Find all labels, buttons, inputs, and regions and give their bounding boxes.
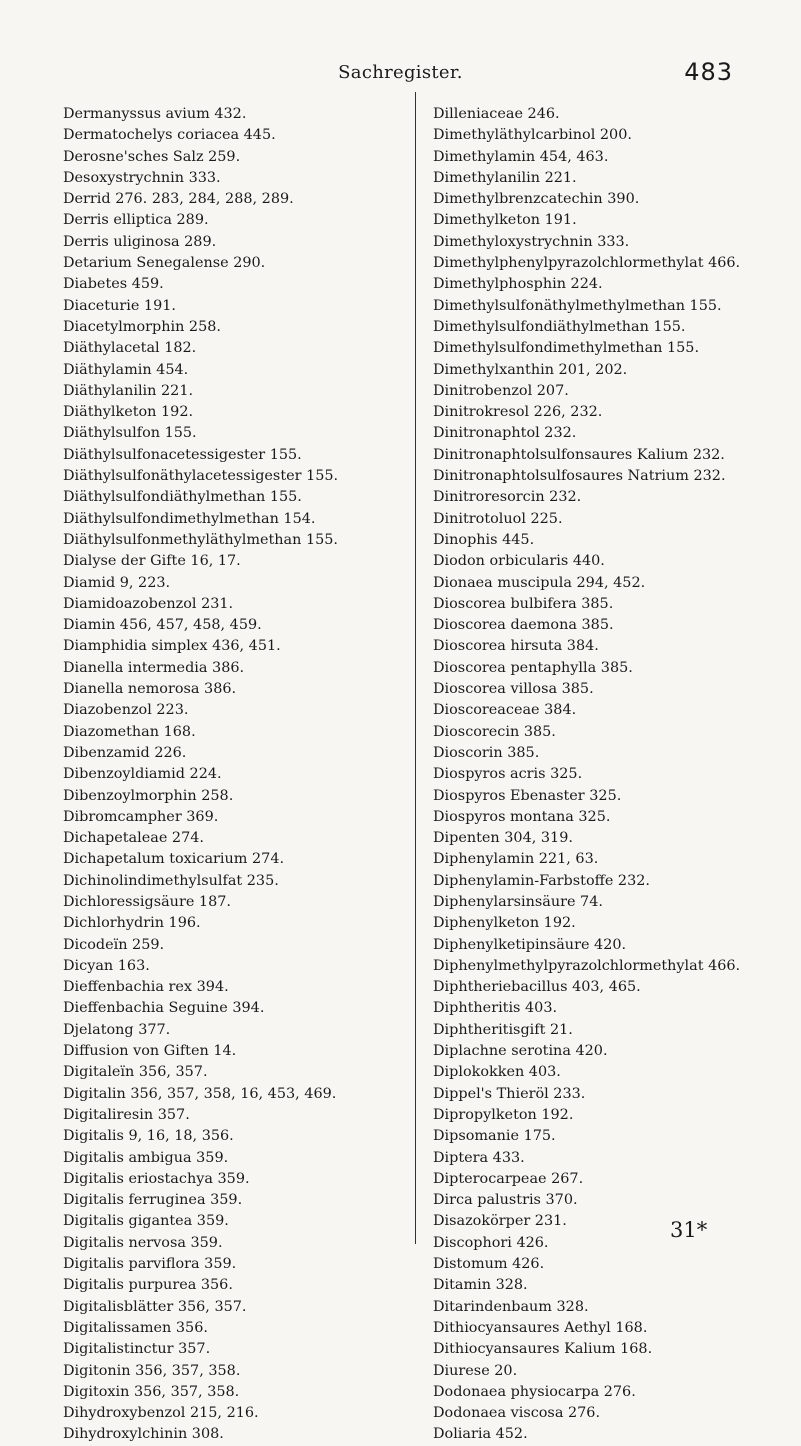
index-entry: Digitaliresin 357. (63, 1106, 190, 1123)
running-header: Sachregister. (338, 62, 463, 83)
index-entry: Dipsomanie 175. (433, 1128, 556, 1145)
index-entry: Diffusion von Giften 14. (63, 1043, 237, 1060)
index-entry: Diphenylamin-Farbstoffe 232. (433, 872, 650, 889)
index-entry: Diphenylamin 221, 63. (433, 851, 599, 868)
index-entry: Dichapetalum toxicarium 274. (63, 851, 285, 868)
index-entry: Dimethyloxystrychnin 333. (433, 233, 630, 250)
index-entry: Diäthylsulfondiäthylmethan 155. (63, 489, 302, 506)
index-entry: Diurese 20. (433, 1362, 518, 1379)
index-entry: Dimethylbrenzcatechin 390. (433, 191, 640, 208)
index-entry: Dimethylsulfondiäthylmethan 155. (433, 318, 686, 335)
index-entry: Diamidoazobenzol 231. (63, 595, 234, 612)
index-entry: Derris uliginosa 289. (63, 233, 217, 250)
index-entry: Dodonaea physiocarpa 276. (433, 1383, 636, 1400)
index-entry: Detarium Senegalense 290. (63, 255, 266, 272)
index-entry: Dipenten 304, 319. (433, 830, 573, 847)
index-entry: Digitalis ambigua 359. (63, 1149, 229, 1166)
index-entry: Digitalis nervosa 359. (63, 1234, 223, 1251)
index-entry: Dioscorea villosa 385. (433, 681, 594, 698)
index-entry: Dinitronaphtolsulfosaures Natrium 232. (433, 468, 726, 485)
index-entry: Diäthylanilin 221. (63, 382, 194, 399)
index-entry: Dithiocyansaures Aethyl 168. (433, 1319, 648, 1336)
index-entry: Diäthylsulfon 155. (63, 425, 197, 442)
index-entry: Dilleniaceae 246. (433, 106, 560, 122)
index-entry: Dithiocyansaures Kalium 168. (433, 1341, 653, 1358)
index-entry: Diphenylmethylpyrazolchlormethylat 466. (433, 957, 741, 974)
index-entry: Dieffenbachia rex 394. (63, 979, 229, 996)
index-entry: Desoxystrychnin 333. (63, 169, 221, 186)
column-divider (415, 92, 416, 1244)
index-entry: Dibromcampher 369. (63, 808, 219, 825)
index-entry: Dialyse der Gifte 16, 17. (63, 553, 241, 570)
index-entry: Digitalis 9, 16, 18, 356. (63, 1128, 234, 1145)
index-entry: Dinitronaphtol 232. (433, 425, 577, 442)
index-entry: Doliaria 452. (433, 1426, 528, 1443)
index-entry: Diäthylsulfondimethylmethan 154. (63, 510, 316, 527)
index-entry: Djelatong 377. (63, 1021, 171, 1038)
index-entry: Dioscoreaceae 384. (433, 702, 577, 719)
index-entry: Distomum 426. (433, 1256, 545, 1273)
index-entry: Diplokokken 403. (433, 1064, 561, 1081)
index-entry: Derris elliptica 289. (63, 212, 209, 229)
index-entry: Dianella nemorosa 386. (63, 681, 237, 698)
index-entry: Dinitrotoluol 225. (433, 510, 563, 527)
index-entry: Ditarindenbaum 328. (433, 1298, 589, 1315)
index-entry: Diptera 433. (433, 1149, 525, 1166)
index-entry: Dimethylanilin 221. (433, 169, 577, 186)
index-entry: Dimethylamin 454, 463. (433, 148, 609, 165)
index-entry: Dermanyssus avium 432. (63, 106, 247, 122)
index-entry: Dinitronaphtolsulfonsaures Kalium 232. (433, 446, 725, 463)
index-entry: Dinophis 445. (433, 531, 535, 548)
index-entry: Dioscorea bulbifera 385. (433, 595, 614, 612)
printer-signature: 31* (670, 1218, 708, 1242)
index-entry: Dioscorin 385. (433, 744, 540, 761)
index-entry: Dimethylsulfonäthylmethylmethan 155. (433, 297, 722, 314)
index-entry: Diodon orbicularis 440. (433, 553, 605, 570)
index-entry: Dimethylketon 191. (433, 212, 577, 229)
index-entry: Digitalis eriostachya 359. (63, 1170, 250, 1187)
index-entry: Diazobenzol 223. (63, 702, 189, 719)
index-entry: Digitalin 356, 357, 358, 16, 453, 469. (63, 1085, 337, 1102)
index-entry: Digitalis parviflora 359. (63, 1256, 237, 1273)
index-entry: Digitonin 356, 357, 358. (63, 1362, 241, 1379)
index-entry: Digitaleïn 356, 357. (63, 1064, 208, 1081)
index-entry: Diäthylacetal 182. (63, 340, 197, 357)
index-entry: Diacetylmorphin 258. (63, 318, 221, 335)
index-entry: Dinitrobenzol 207. (433, 382, 569, 399)
index-entry: Disazokörper 231. (433, 1213, 567, 1230)
index-entry: Diphtheritis 403. (433, 1000, 558, 1017)
index-entry: Dioscorea pentaphylla 385. (433, 659, 633, 676)
index-entry: Dihydroxybenzol 215, 216. (63, 1405, 259, 1422)
index-entry: Dichapetaleae 274. (63, 830, 204, 847)
index-entry: Dimethylphosphin 224. (433, 276, 603, 293)
index-entry: Dodonaea viscosa 276. (433, 1405, 601, 1422)
index-entry: Dimethylphenylpyrazolchlormethylat 466. (433, 255, 741, 272)
page-number: 483 (684, 58, 733, 86)
index-entry: Diospyros montana 325. (433, 808, 611, 825)
index-entry: Derrid 276. 283, 284, 288, 289. (63, 191, 294, 208)
index-entry: Diphenylketipinsäure 420. (433, 936, 627, 953)
index-entry: Diphenylarsinsäure 74. (433, 893, 603, 910)
index-entry: Dicodeïn 259. (63, 936, 165, 953)
index-entry: Dieffenbachia Seguine 394. (63, 1000, 265, 1017)
index-entry: Diäthylsulfonmethyläthylmethan 155. (63, 531, 339, 548)
index-entry: Diazomethan 168. (63, 723, 196, 740)
index-entry: Diphenylketon 192. (433, 915, 576, 932)
index-entry: Derosne'sches Salz 259. (63, 148, 241, 165)
index-entry: Dianella intermedia 386. (63, 659, 245, 676)
index-entry: Diospyros acris 325. (433, 766, 583, 783)
index-entry: Dermatochelys coriacea 445. (63, 127, 276, 144)
index-entry: Digitalissamen 356. (63, 1319, 208, 1336)
index-entry: Ditamin 328. (433, 1277, 528, 1294)
index-entry: Dipterocarpeae 267. (433, 1170, 584, 1187)
index-entry: Discophori 426. (433, 1234, 549, 1251)
index-entry: Dimethyläthylcarbinol 200. (433, 127, 632, 144)
index-entry: Dicyan 163. (63, 957, 150, 974)
index-entry: Dichlorhydrin 196. (63, 915, 201, 932)
index-entry: Dinitroresorcin 232. (433, 489, 582, 506)
index-entry: Dibenzamid 226. (63, 744, 187, 761)
index-entry: Diphtheritisgift 21. (433, 1021, 573, 1038)
index-entry: Diäthylsulfonäthylacetessigester 155. (63, 468, 339, 485)
index-entry: Dioscorea daemona 385. (433, 617, 614, 634)
index-entry: Digitalis ferruginea 359. (63, 1192, 243, 1209)
index-entry: Diäthylamin 454. (63, 361, 189, 378)
index-entry: Dichloressigsäure 187. (63, 893, 231, 910)
index-entry: Diphtheriebacillus 403, 465. (433, 979, 641, 996)
index-entry: Dihydroxylchinin 308. (63, 1426, 224, 1443)
index-entry: Diaceturie 191. (63, 297, 176, 314)
index-column-left (63, 104, 403, 1446)
index-entry: Digitalisblätter 356, 357. (63, 1298, 247, 1315)
index-entry: Dibenzoylmorphin 258. (63, 787, 234, 804)
index-entry: Dichinolindimethylsulfat 235. (63, 872, 279, 889)
index-entry: Dionaea muscipula 294, 452. (433, 574, 646, 591)
index-entry: Dioscorecin 385. (433, 723, 556, 740)
index-entry: Digitoxin 356, 357, 358. (63, 1383, 240, 1400)
index-entry: Dippel's Thieröl 233. (433, 1085, 586, 1102)
index-entry: Dibenzoyldiamid 224. (63, 766, 222, 783)
index-entry: Diamphidia simplex 436, 451. (63, 638, 281, 655)
index-entry: Dimethylsulfondimethylmethan 155. (433, 340, 700, 357)
index-entry: Dirca palustris 370. (433, 1192, 578, 1209)
index-entry: Digitalis purpurea 356. (63, 1277, 233, 1294)
index-entry: Digitalistinctur 357. (63, 1341, 211, 1358)
index-entry: Dinitrokresol 226, 232. (433, 404, 603, 421)
index-entry: Diäthylsulfonacetessigester 155. (63, 446, 302, 463)
index-entry: Diospyros Ebenaster 325. (433, 787, 622, 804)
index-column-right (425, 104, 778, 1446)
index-entry: Diamin 456, 457, 458, 459. (63, 617, 262, 634)
index-entry: Diabetes 459. (63, 276, 164, 293)
index-entry: Diplachne serotina 420. (433, 1043, 608, 1060)
index-entry: Digitalis gigantea 359. (63, 1213, 229, 1230)
index-entry: Dimethylxanthin 201, 202. (433, 361, 628, 378)
index-entry: Diamid 9, 223. (63, 574, 171, 591)
index-entry: Dioscorea hirsuta 384. (433, 638, 599, 655)
index-entry: Diäthylketon 192. (63, 404, 194, 421)
index-entry: Dipropylketon 192. (433, 1106, 574, 1123)
